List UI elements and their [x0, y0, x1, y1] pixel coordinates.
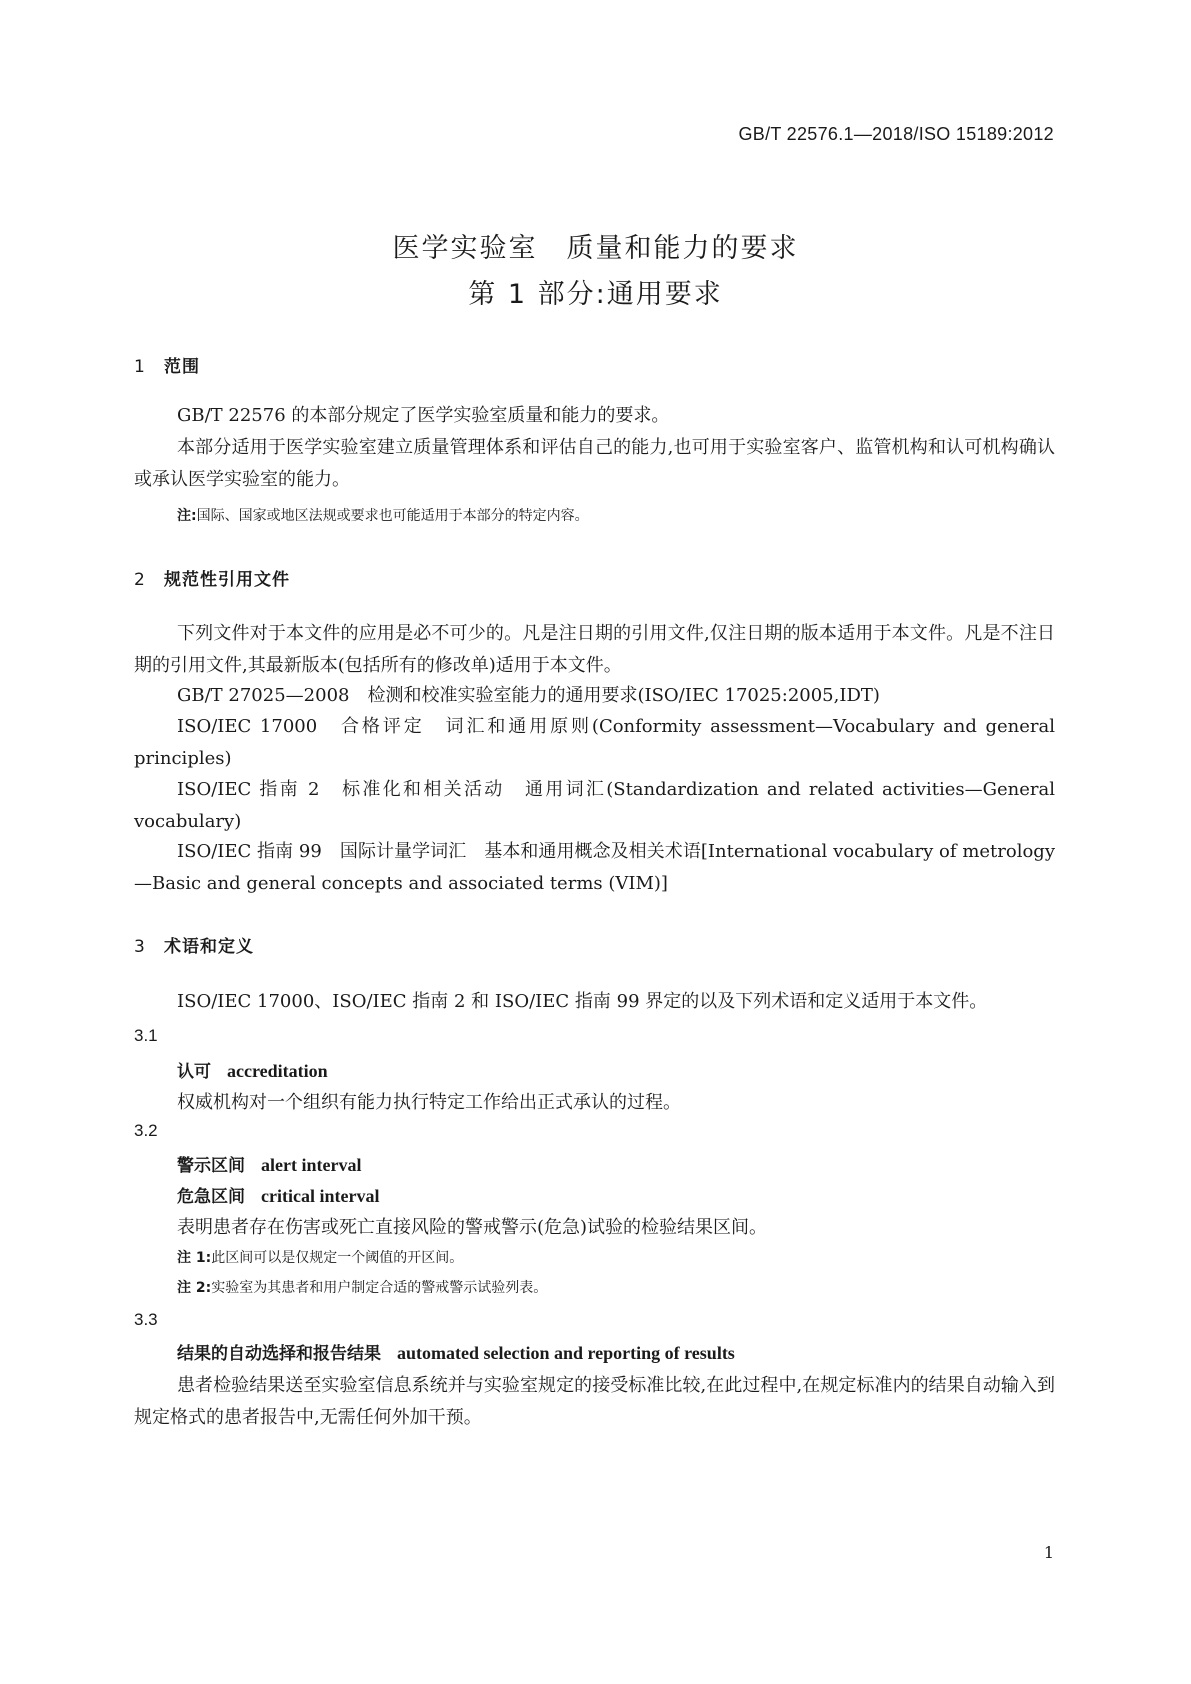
section-2-heading	[134, 565, 290, 590]
note-label: 注 2:	[177, 1280, 212, 1296]
normative-reference-4: ISO/IEC 指南 99 国际计量学词汇 基本和通用概念及相关术语[International vocabulary of metrology—Basic and general concepts and associated terms (VIM)]	[134, 841, 1055, 894]
term-english: critical interval	[261, 1186, 380, 1206]
note-text: 国际、国家或地区法规或要求也可能适用于本部分的特定内容。	[196, 508, 589, 524]
normative-reference-1: GB/T 27025—2008 检测和校准实验室能力的通用要求(ISO/IEC 17025:2005,IDT)	[177, 685, 880, 706]
section-title: 规范性引用文件	[164, 570, 290, 590]
standard-code: GB/T 22576.1—2018/ISO 15189:2012	[738, 124, 1054, 144]
normative-reference-2: ISO/IEC 17000 合格评定 词汇和通用原则(Conformity assessment—Vocabulary and general principles)	[134, 716, 1055, 769]
clause-3-2-note-1	[177, 1247, 463, 1267]
term-chinese: 警示区间	[177, 1156, 245, 1176]
note-text: 此区间可以是仅规定一个阈值的开区间。	[211, 1250, 464, 1266]
term-english: accreditation	[227, 1061, 328, 1081]
clause-3-2-number: 3.2	[134, 1121, 158, 1140]
clause-3-3-definition: 患者检验结果送至实验室信息系统并与实验室规定的接受标准比较,在此过程中,在规定标准内的结果自动输入到规定格式的患者报告中,无需任何外加干预。	[134, 1375, 1055, 1428]
clause-3-3-number: 3.3	[134, 1310, 158, 1329]
note-label: 注 1:	[177, 1250, 212, 1266]
section-title: 术语和定义	[164, 937, 254, 957]
note-label: 注:	[177, 508, 197, 524]
section-1-heading	[134, 352, 200, 377]
clause-3-2-note-2	[177, 1277, 547, 1297]
clause-3-3-term	[177, 1339, 735, 1364]
term-chinese: 危急区间	[177, 1187, 245, 1207]
note-text: 实验室为其患者和用户制定合适的警戒警示试验列表。	[211, 1280, 548, 1296]
section-number: 1	[134, 357, 146, 377]
clause-3-1-definition: 权威机构对一个组织有能力执行特定工作给出正式承认的过程。	[177, 1092, 681, 1113]
normative-reference-3: ISO/IEC 指南 2 标准化和相关活动 通用词汇(Standardization and related activities—General vocabulary)	[134, 779, 1055, 832]
section-3-heading	[134, 932, 254, 957]
section-1-note	[177, 505, 589, 525]
document-title: 医学实验室 质量和能力的要求	[392, 233, 799, 264]
term-chinese: 认可	[177, 1062, 211, 1082]
section-2-paragraph: 下列文件对于本文件的应用是必不可少的。凡是注日期的引用文件,仅注日期的版本适用于本文件。凡是不注日期的引用文件,其最新版本(包括所有的修改单)适用于本文件。	[134, 623, 1055, 676]
section-3-intro: ISO/IEC 17000、ISO/IEC 指南 2 和 ISO/IEC 指南 99 界定的以及下列术语和定义适用于本文件。	[177, 991, 988, 1012]
clause-3-2-definition: 表明患者存在伤害或死亡直接风险的警戒警示(危急)试验的检验结果区间。	[177, 1217, 768, 1238]
section-1-paragraph-1: GB/T 22576 的本部分规定了医学实验室质量和能力的要求。	[177, 405, 670, 426]
document-subtitle: 第 1 部分:通用要求	[468, 279, 723, 310]
page-number: 1	[1043, 1543, 1054, 1562]
term-english: automated selection and reporting of results	[397, 1343, 735, 1363]
section-number: 3	[134, 937, 146, 957]
clause-3-1-number: 3.1	[134, 1026, 158, 1045]
section-1-paragraph-2: 本部分适用于医学实验室建立质量管理体系和评估自己的能力,也可用于实验室客户、监管机构和认可机构确认或承认医学实验室的能力。	[134, 437, 1055, 490]
term-chinese: 结果的自动选择和报告结果	[177, 1344, 381, 1364]
clause-3-2-term-1	[177, 1151, 361, 1176]
clause-3-2-term-2	[177, 1182, 379, 1207]
section-number: 2	[134, 570, 146, 590]
section-title: 范围	[164, 357, 200, 377]
clause-3-1-term	[177, 1057, 328, 1082]
term-english: alert interval	[261, 1155, 362, 1175]
